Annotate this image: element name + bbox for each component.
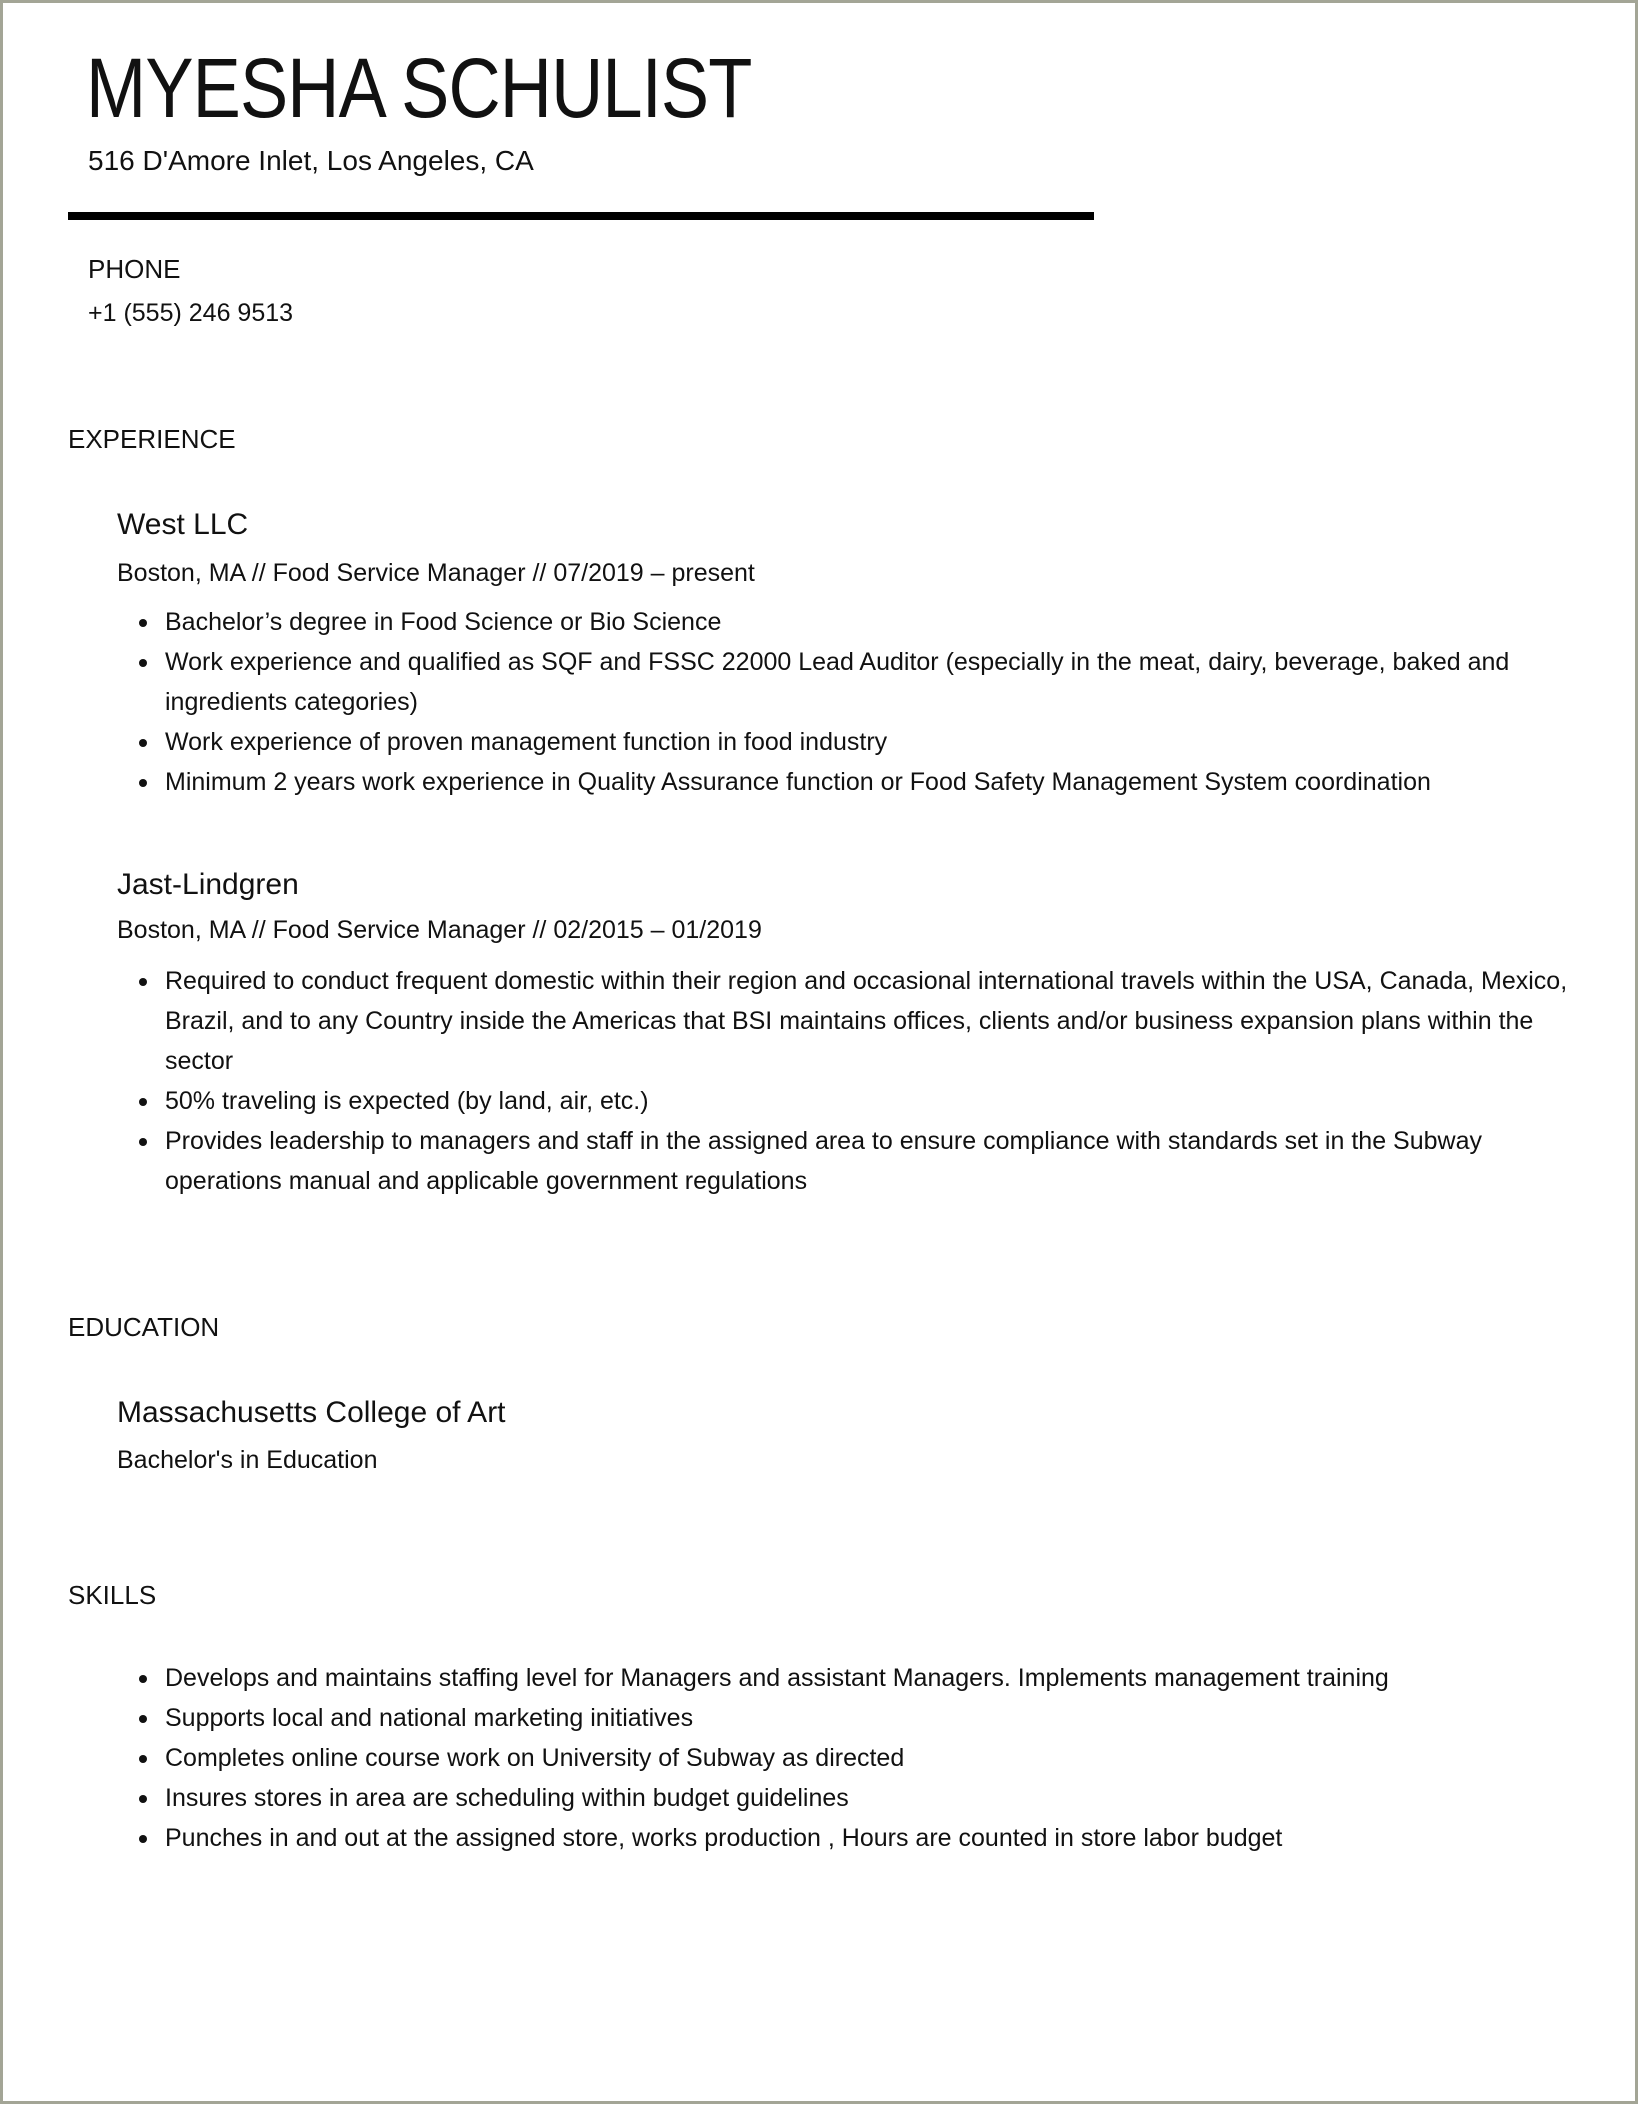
list-item: Minimum 2 years work experience in Quality Assurance function or Food Safety Management System coordination (165, 762, 1575, 802)
experience-heading: EXPERIENCE (68, 424, 236, 454)
list-item: Develops and maintains staffing level for Managers and assistant Managers. Implements management training (165, 1658, 1575, 1698)
education-heading: EDUCATION (68, 1312, 220, 1342)
header-divider (68, 212, 1094, 220)
list-item: Completes online course work on University of Subway as directed (165, 1738, 1575, 1778)
list-item: Insures stores in area are scheduling within budget guidelines (165, 1778, 1575, 1818)
list-item: Bachelor’s degree in Food Science or Bio Science (165, 602, 1575, 642)
list-item: Supports local and national marketing initiatives (165, 1698, 1575, 1738)
degree: Bachelor's in Education (117, 1446, 378, 1474)
list-item: Punches in and out at the assigned store, works production , Hours are counted in store labor budget (165, 1818, 1575, 1858)
job-bullets (117, 602, 1575, 802)
phone-number: +1 (555) 246 9513 (88, 299, 294, 327)
phone-label: PHONE (88, 254, 181, 284)
job-company: West LLC (117, 508, 249, 541)
list-item: Provides leadership to managers and staff in the assigned area to ensure compliance with standards set in the Subway operations manual and applicable government regulations (165, 1121, 1575, 1201)
address: 516 D'Amore Inlet, Los Angeles, CA (88, 145, 534, 176)
job-company: Jast-Lindgren (117, 868, 299, 901)
list-item: 50% traveling is expected (by land, air, etc.) (165, 1081, 1575, 1121)
job-subtitle: Boston, MA // Food Service Manager // 07/2019 – present (117, 559, 755, 587)
list-item: Work experience of proven management function in food industry (165, 722, 1575, 762)
job-subtitle: Boston, MA // Food Service Manager // 02/2015 – 01/2019 (117, 916, 762, 944)
school-name: Massachusetts College of Art (117, 1396, 506, 1429)
job-bullets (117, 961, 1575, 1201)
candidate-name: MYESHA SCHULIST (86, 41, 752, 135)
skills-list (117, 1658, 1575, 1858)
list-item: Required to conduct frequent domestic within their region and occasional international travels within the USA, Canada, Mexico, Brazil, and to any Country inside the Americas that BSI maintains offices, clients and/or business expansion plans within the sector (165, 961, 1575, 1081)
list-item: Work experience and qualified as SQF and FSSC 22000 Lead Auditor (especially in the meat, dairy, beverage, baked and ingredients categories) (165, 642, 1575, 722)
skills-heading: SKILLS (68, 1580, 157, 1610)
